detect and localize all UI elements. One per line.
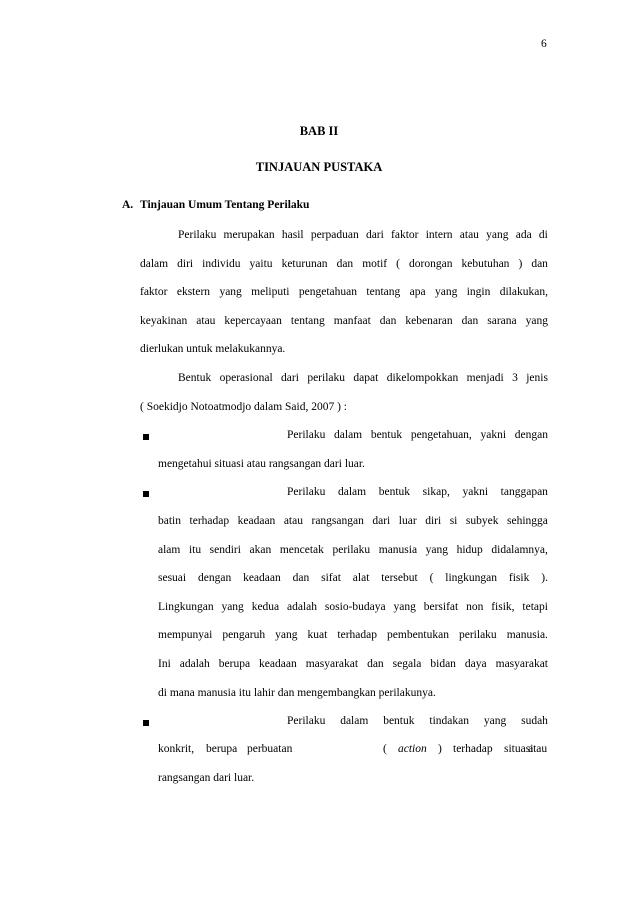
word: tanggapan [500, 486, 548, 498]
word: atau [283, 515, 303, 527]
word: operasional [219, 372, 273, 384]
word: Perilaku [287, 486, 326, 498]
word: dalam [140, 258, 169, 270]
word: keyakinan [140, 315, 188, 327]
word: intern [425, 229, 453, 241]
word: dari [372, 515, 391, 527]
p1-line-3 [140, 285, 548, 299]
b2-line-3 [158, 543, 548, 557]
word: kepercayaan [224, 315, 282, 327]
word: bersifat [423, 601, 459, 613]
word: mencetak [279, 544, 324, 556]
section-label: A. [122, 199, 134, 211]
word: yang [525, 315, 548, 327]
p2-line-1 [178, 371, 548, 385]
b3-word: atau [528, 743, 548, 755]
word: Perilaku [287, 429, 326, 441]
b2-line-2 [158, 514, 548, 528]
p1-line-4 [140, 314, 548, 328]
word: ) [518, 258, 523, 270]
page-number: 6 [541, 38, 547, 50]
b3-word: berupa [206, 743, 238, 755]
word: kebenaran [405, 315, 453, 327]
word: pengaruh [222, 629, 266, 641]
word: akan [249, 544, 272, 556]
p2-line-2: ( Soekidjo Notoatmodjo dalam Said, 2007 ) : [140, 401, 347, 413]
word: dalam [337, 486, 367, 498]
b2-line-4 [158, 571, 548, 585]
word: keadaan [259, 658, 297, 670]
word: yang [483, 715, 507, 727]
word: daya [464, 658, 487, 670]
b1-line-1 [287, 428, 548, 442]
word: rangsangan [311, 515, 364, 527]
bullet-marker [143, 716, 149, 730]
word: adalah [179, 658, 210, 670]
word: dilakukan, [499, 286, 548, 298]
word: ). [541, 572, 548, 584]
word: yakni [480, 429, 507, 441]
word: ada [515, 229, 532, 241]
word: perpaduan [310, 229, 359, 241]
word: tentang [290, 315, 325, 327]
word: menjadi [466, 372, 504, 384]
word: dan [531, 258, 548, 270]
word: yang [275, 629, 298, 641]
word: keadaan [237, 515, 276, 527]
b3-word: ) [438, 743, 442, 755]
word: merupakan [223, 229, 275, 241]
word: didalamnya, [491, 544, 548, 556]
word: batin [158, 515, 181, 527]
word: kedua [251, 601, 280, 613]
word: Perilaku [178, 229, 217, 241]
bullet-marker [143, 487, 149, 501]
word: ( [396, 258, 401, 270]
word: kuat [307, 629, 328, 641]
chapter-title: TINJAUAN PUSTAKA [255, 160, 383, 174]
section-title: Tinjauan Umum Tentang Perilaku [140, 199, 310, 211]
p1-line-2 [140, 257, 548, 271]
word: masyarakat [495, 658, 548, 670]
word: hasil [281, 229, 304, 241]
word: dan [461, 315, 479, 327]
word: motif [362, 258, 388, 270]
word: manfaat [333, 315, 371, 327]
word: perilaku [307, 372, 345, 384]
word: yang [486, 229, 509, 241]
b2-line-1 [287, 485, 548, 499]
word: ( [429, 572, 434, 584]
word: dan [367, 658, 384, 670]
word: yaitu [249, 258, 273, 270]
word: tersebut [381, 572, 418, 584]
word: yang [221, 601, 244, 613]
word: di [538, 229, 548, 241]
word: Bentuk [178, 372, 212, 384]
word: sifat [321, 572, 341, 584]
b2-line-6 [158, 628, 548, 642]
word: dengan [197, 572, 232, 584]
word: perilaku [332, 544, 371, 556]
word: si [449, 515, 458, 527]
word: individu [202, 258, 241, 270]
p1-line-1 [178, 228, 548, 242]
word: keadaan [243, 572, 281, 584]
word: bentuk [378, 486, 411, 498]
word: terhadap [189, 515, 230, 527]
word: jenis [526, 372, 548, 384]
word: perilaku [459, 629, 497, 641]
word: ingin [466, 286, 491, 298]
word: yang [219, 286, 242, 298]
word: alam [158, 544, 181, 556]
word: masyarakat [305, 658, 359, 670]
word: hidup [456, 544, 483, 556]
word: sudah [521, 715, 548, 727]
word: bentuk [370, 429, 403, 441]
word: atau [196, 315, 216, 327]
word: segala [392, 658, 422, 670]
word: dapat [353, 372, 379, 384]
word: dalam [334, 429, 363, 441]
word: tindakan [429, 715, 469, 727]
bullet-marker [143, 430, 149, 444]
word: Lingkungan [158, 601, 214, 613]
word: dan [379, 315, 397, 327]
word: apa [409, 286, 426, 298]
word: luar [398, 515, 417, 527]
word: tentang [366, 286, 401, 298]
b3-word: ( [383, 743, 387, 755]
word: yang [425, 544, 449, 556]
word: dan [292, 572, 310, 584]
b1-line-2: mengetahui situasi atau rangsangan dari luar. [158, 458, 365, 470]
b2-line-5 [158, 600, 548, 614]
word: diri [425, 515, 442, 527]
word: sikap, [422, 486, 450, 498]
word: dalam [340, 715, 369, 727]
word: atau [459, 229, 479, 241]
word: Ini [158, 658, 171, 670]
word: lingkungan [445, 572, 498, 584]
word: dikelompokkan [386, 372, 459, 384]
chapter-heading: BAB II [299, 124, 339, 138]
b3-line-3: rangsangan dari luar. [158, 772, 255, 784]
word: berupa [218, 658, 251, 670]
word: dorongan [409, 258, 453, 270]
word: yang [393, 601, 416, 613]
word: sesuai [158, 572, 187, 584]
word: faktor [391, 229, 419, 241]
word: yang [434, 286, 458, 298]
word: meliputi [251, 286, 290, 298]
word: sendiri [209, 544, 241, 556]
word: tetapi [522, 601, 548, 613]
word: 3 [512, 372, 518, 384]
b3-line-1 [287, 714, 548, 728]
b3-word: terhadap [453, 743, 493, 755]
word: sosio-budaya [324, 601, 386, 613]
word: dari [365, 229, 384, 241]
word: bidan [430, 658, 456, 670]
p1-line-5: dierlukan untuk melakukannya. [140, 343, 286, 355]
word: ekstern [176, 286, 211, 298]
word: manusia. [506, 629, 548, 641]
word: itu [188, 544, 202, 556]
b3-word: perbuatan [247, 743, 293, 755]
word: pengetahuan [298, 286, 358, 298]
word: fisik [508, 572, 530, 584]
word: dan [336, 258, 354, 270]
word: pembentukan [387, 629, 449, 641]
word: faktor [140, 286, 168, 298]
word: alat [352, 572, 370, 584]
word: sehingga [506, 515, 548, 527]
word: dengan [514, 429, 548, 441]
word: terhadap [337, 629, 377, 641]
word: Perilaku [287, 715, 326, 727]
b2-line-7 [158, 657, 548, 671]
word: dari [281, 372, 299, 384]
word: keturunan [281, 258, 328, 270]
word: pengetahuan, [410, 429, 472, 441]
b3-word-action: action [398, 743, 427, 755]
word: bentuk [383, 715, 415, 727]
b2-line-8: di mana manusia itu lahir dan mengembangkan perilakunya. [158, 687, 436, 699]
word: diri [177, 258, 194, 270]
word: subyek [465, 515, 499, 527]
b3-word: situasi [504, 743, 534, 755]
word: yakni [462, 486, 489, 498]
word: fisik, [491, 601, 515, 613]
word: kebutuhan [461, 258, 510, 270]
word: non [466, 601, 484, 613]
word: mempunyai [158, 629, 213, 641]
word: adalah [287, 601, 318, 613]
b3-word: konkrit, [158, 743, 195, 755]
word: sarana [487, 315, 517, 327]
word: manusia [378, 544, 418, 556]
